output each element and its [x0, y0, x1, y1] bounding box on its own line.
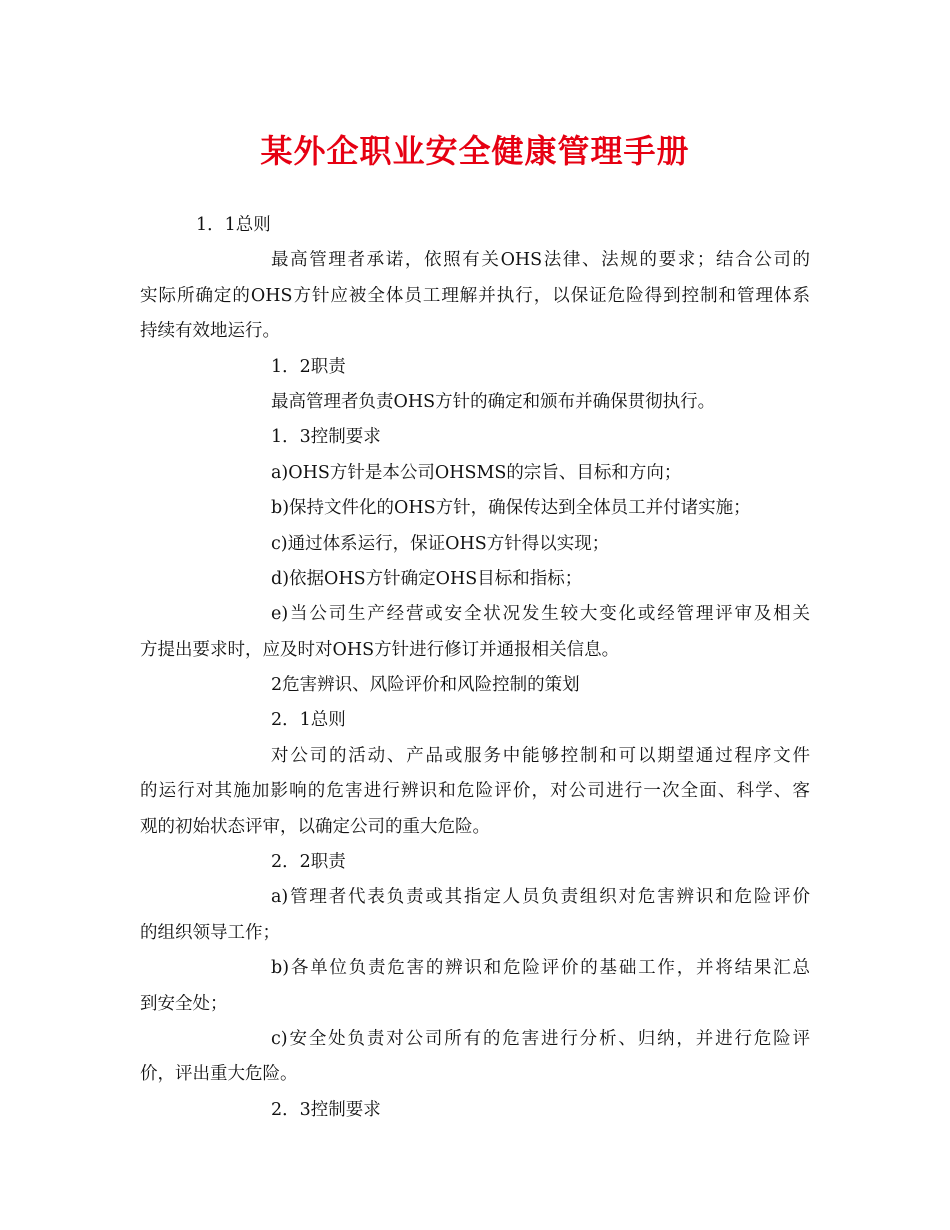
list-item-line: a)管理者代表负责或其指定人员负责组织对危害辨识和危险评价 [271, 887, 810, 908]
document-body [140, 208, 810, 1128]
list-item-line: c)安全处负责对公司所有的危害进行分析、归纳，并进行危险评 [271, 1028, 810, 1049]
paragraph-line: 最高管理者承诺，依照有关OHS法律、法规的要求；结合公司的 [271, 250, 810, 271]
list-item-line: e)当公司生产经营或安全状况发生较大变化或经管理评审及相关 [271, 604, 810, 625]
paragraph-line: 实际所确定的OHS方针应被全体员工理解并执行，以保证危险得到控制和管理体系 [140, 285, 810, 306]
list-item-line: a)OHS方针是本公司OHSMS的宗旨、目标和方向； [271, 462, 682, 483]
section-heading-1-1: 1．1总则 [196, 215, 271, 235]
section-heading-1-3: 1．3控制要求 [271, 427, 381, 448]
paragraph-line: 观的初始状态评审，以确定公司的重大危险。 [140, 816, 490, 837]
paragraph-line: 对公司的活动、产品或服务中能够控制和可以期望通过程序文件 [271, 745, 810, 766]
list-item-line: b)各单位负责危害的辨识和危险评价的基础工作，并将结果汇总 [271, 958, 810, 979]
paragraph-line: 持续有效地运行。 [140, 321, 280, 342]
section-heading-2-3: 2．3控制要求 [271, 1099, 381, 1120]
section-heading-2: 2危害辨识、风险评价和风险控制的策划 [271, 675, 580, 696]
list-item-line: d)依据OHS方针确定OHS目标和指标； [271, 568, 583, 589]
list-item-line: b)保持文件化的OHS方针，确保传达到全体员工并付诸实施； [271, 498, 751, 519]
section-heading-2-2: 2．2职责 [271, 852, 346, 873]
section-heading-2-1: 2．1总则 [271, 710, 346, 731]
document-title: 某外企职业安全健康管理手册 [260, 132, 690, 170]
list-item-line: 价，评出重大危险。 [140, 1064, 298, 1085]
list-item-line: 的组织领导工作； [140, 922, 280, 943]
section-heading-1-2: 1．2职责 [271, 356, 346, 377]
paragraph-line: 最高管理者负责OHS方针的确定和颁布并确保贯彻执行。 [271, 391, 716, 412]
paragraph-line: 的运行对其施加影响的危害进行辨识和危险评价，对公司进行一次全面、科学、客 [140, 781, 810, 802]
list-item-line: c)通过体系运行，保证OHS方针得以实现； [271, 533, 610, 554]
list-item-line: 到安全处； [140, 993, 228, 1014]
list-item-line: 方提出要求时，应及时对OHS方针进行修订并通报相关信息。 [140, 639, 620, 660]
